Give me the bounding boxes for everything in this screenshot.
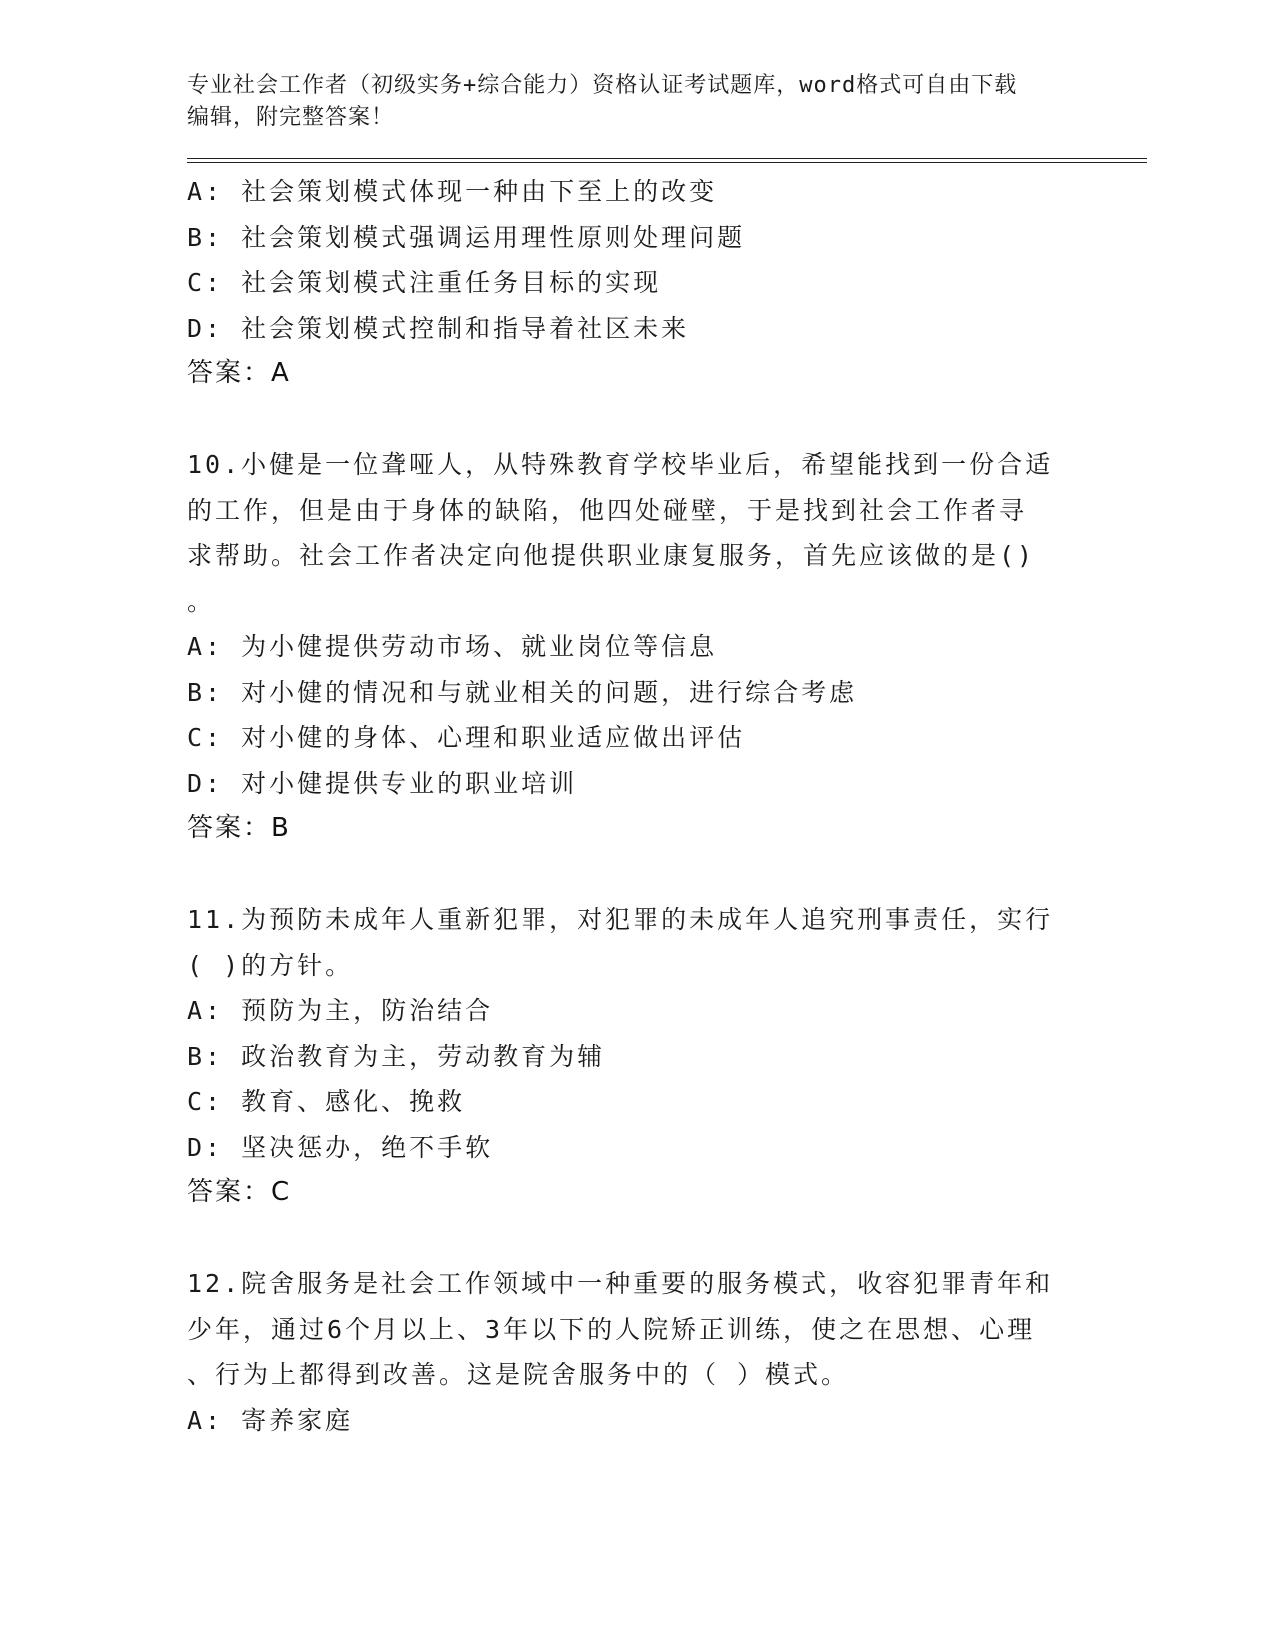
- option-b: B: 对小健的情况和与就业相关的问题，进行综合考虑: [187, 677, 858, 707]
- answer-label: 答案：C: [187, 1177, 292, 1207]
- option-d: D: 社会策划模式控制和指导着社区未来: [187, 313, 690, 343]
- header-title-line-1: 专业社会工作者（初级实务+综合能力）资格认证考试题库，word格式可自由下载: [187, 73, 1018, 98]
- header-title-line-2: 编辑，附完整答案！: [187, 105, 395, 130]
- question-text-line: 的工作，但是由于身体的缺陷，他四处碰壁，于是找到社会工作者寻: [187, 495, 1028, 525]
- answer-label: 答案：B: [187, 813, 291, 843]
- question-text-line: 少年，通过6个月以上、3年以下的人院矫正训练，使之在思想、心理: [187, 1314, 1036, 1344]
- option-b: B: 政治教育为主，劳动教育为辅: [187, 1041, 606, 1071]
- option-b: B: 社会策划模式强调运用理性原则处理问题: [187, 222, 746, 252]
- spacer: [187, 852, 1147, 898]
- option-a: A: 寄养家庭: [187, 1405, 354, 1435]
- question-11: [187, 897, 1147, 1216]
- option-a: A: 为小健提供劳动市场、就业岗位等信息: [187, 632, 718, 661]
- option-a: A: 社会策划模式体现一种由下至上的改变: [187, 177, 718, 206]
- question-text-line: 12.院舍服务是社会工作领域中一种重要的服务模式，收容犯罪青年和: [187, 1269, 1054, 1298]
- question-text-line: 。: [187, 586, 216, 616]
- question-text-line: ( )的方针。: [187, 950, 354, 980]
- option-d: D: 对小健提供专业的职业培训: [187, 768, 578, 798]
- option-c: C: 教育、感化、挽救: [187, 1087, 466, 1116]
- question-text-line: 、行为上都得到改善。这是院舍服务中的（ ）模式。: [187, 1360, 850, 1389]
- question-text-line: 11.为预防未成年人重新犯罪，对犯罪的未成年人追究刑事责任，实行: [187, 905, 1054, 934]
- option-c: C: 社会策划模式注重任务目标的实现: [187, 268, 662, 297]
- document-page: [187, 70, 1147, 1443]
- question-text-line: 求帮助。社会工作者决定向他提供职业康复服务，首先应该做的是(): [187, 541, 1036, 570]
- spacer: [187, 397, 1147, 443]
- document-header: [187, 70, 1087, 134]
- option-c: C: 对小健的身体、心理和职业适应做出评估: [187, 723, 746, 752]
- option-a: A: 预防为主，防治结合: [187, 996, 494, 1025]
- option-d: D: 坚决惩办，绝不手软: [187, 1132, 494, 1162]
- header-divider: [187, 158, 1147, 159]
- answer-label: 答案：A: [187, 358, 291, 388]
- question-text-line: 10.小健是一位聋哑人，从特殊教育学校毕业后，希望能找到一份合适: [187, 450, 1054, 479]
- question-9-continued: [187, 169, 1147, 397]
- question-12: [187, 1261, 1147, 1443]
- spacer: [187, 1216, 1147, 1262]
- question-10: [187, 442, 1147, 852]
